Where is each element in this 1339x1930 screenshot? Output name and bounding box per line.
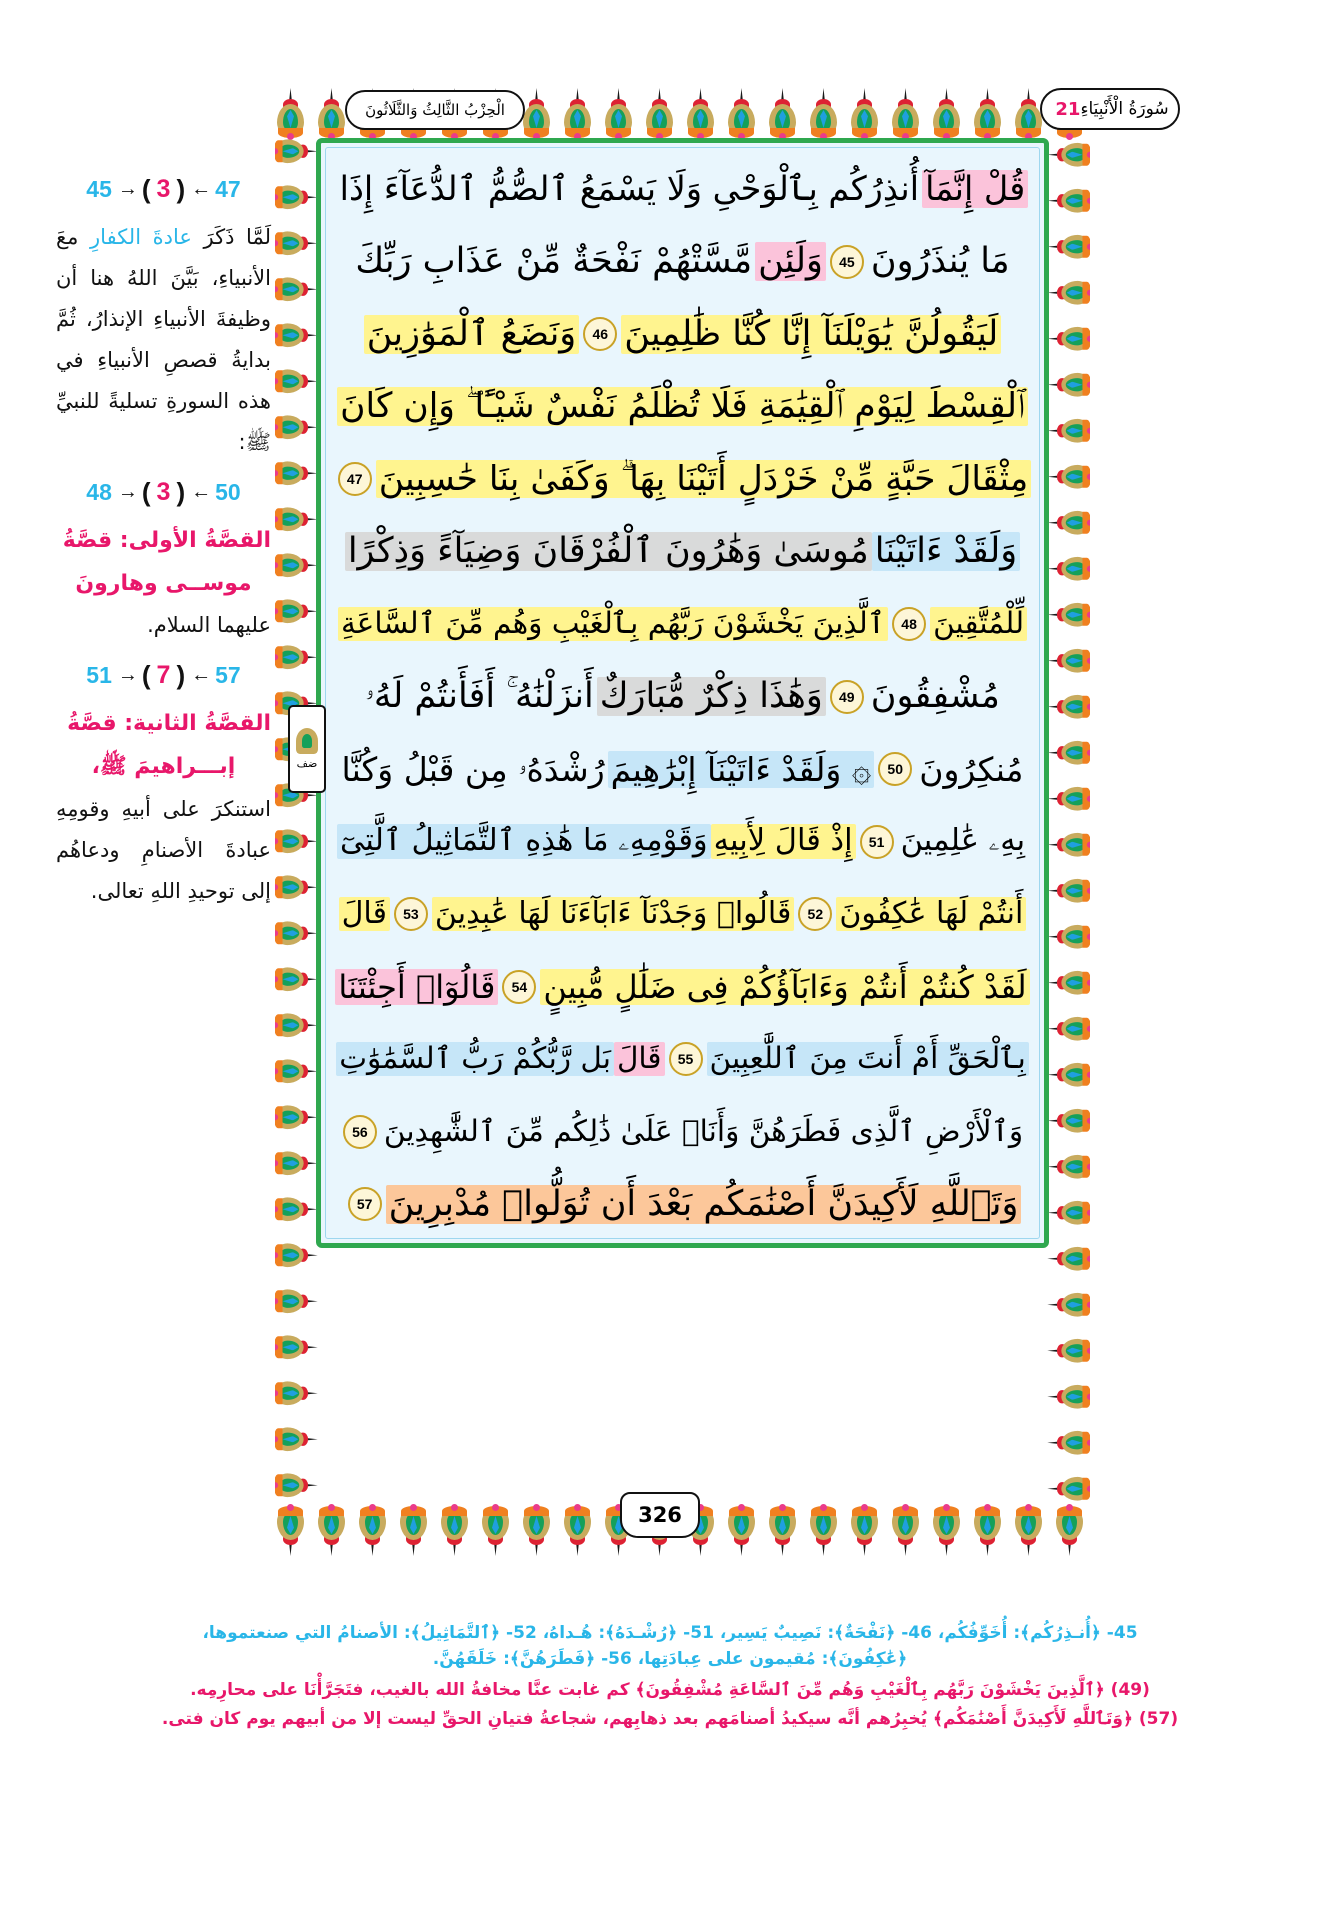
ornament-petal-icon (1047, 1237, 1087, 1277)
commentary-heading: القصَّةُ الأولى: قصَّةُ (62, 527, 271, 553)
quran-text-segment: مُنكِرُونَ (919, 749, 1024, 789)
quran-text-segment: وَنَضَعُ ٱلْمَوَٰزِينَ (364, 315, 580, 354)
quran-line (335, 733, 1030, 805)
ornament-petal-icon (598, 88, 639, 140)
quran-line (335, 951, 1030, 1023)
ornament-petal-icon (1047, 1191, 1087, 1231)
quran-text-segment: مَا يُنذَرُونَ (870, 241, 1010, 281)
footnotes-section (56, 1620, 1284, 1733)
page-number-cartouche (620, 1492, 700, 1538)
ornament-petal-icon (1047, 501, 1087, 541)
ornament-petal-icon (1047, 317, 1087, 357)
ornament-petal-icon (475, 1504, 516, 1556)
hizb-title-cartouche (345, 90, 525, 130)
range-end: 50 (215, 478, 241, 505)
quran-line (335, 1096, 1030, 1168)
quran-text-segment: مُوسَىٰ وَهَٰرُونَ ٱلْفُرْقَانَ وَضِيَآءً وَذِكْرًا (345, 532, 872, 571)
ornament-petal-icon (1047, 363, 1087, 403)
range-start: 48 (86, 478, 112, 505)
quran-text-segment: لِّلْمُتَّقِينَ (930, 607, 1027, 641)
range-end: 57 (215, 662, 241, 689)
quran-text-segment: أَنزَلْنَٰهُ ۚ أَفَأَنتُمْ لَهُۥ (365, 676, 594, 716)
ornament-petal-icon (311, 1504, 352, 1556)
footnote-note-line: (57) ﴿وَتَٱللَّهِ لَأَكِيدَنَّ أَصْنَٰمَكُم﴾ يُخبِرُهم أنَّه سيكيدُ أصنامَهم بعد ذهابِهم، شجاعةُ فتيانِ الحقِّ ليست إلا من أبيهم يوم كان فتى. (161, 1708, 1179, 1729)
quran-text-segment: وَٱلْأَرْضِ ٱلَّذِى فَطَرَهُنَّ وَأَنَا۠ عَلَىٰ ذَٰلِكُم مِّنَ ٱلشَّٰهِدِينَ (383, 1113, 1024, 1148)
quran-text-segment: رُشْدَهُۥ مِن قَبْلُ وَكُنَّا (341, 749, 605, 789)
ornament-petal-icon (1047, 1053, 1087, 1093)
commentary-subheading: إبـــراهيمَ ﷺ، (91, 754, 236, 780)
ornament-petal-icon (277, 271, 317, 311)
ornament-petal-icon (275, 1504, 311, 1556)
ruku-label: ضف (296, 757, 318, 770)
ornament-petal-icon (1047, 409, 1087, 449)
ornament-petal-icon (557, 88, 598, 140)
ornament-petal-icon (1047, 1145, 1087, 1185)
quran-text-segment: وَتَٱللَّهِ لَأَكِيدَنَّ أَصْنَٰمَكُم بَعْدَ أَن تُوَلُّوا۟ مُدْبِرِينَ (386, 1185, 1022, 1224)
ornament-petal-icon (277, 823, 317, 863)
ayah-number-marker: 56 (343, 1115, 377, 1149)
ornament-petal-icon (1047, 1099, 1087, 1139)
footnote-glossary-line: ﴿عَٰكِفُونَ﴾: مُقيمون على عِبادَتِها، 56- ﴿فَطَرَهُنَّ﴾: خَلَقَهُنَّ. (432, 1649, 908, 1670)
quran-text-segment: لَقَدْ كُنتُمْ أَنتُمْ وَءَابَآؤُكُمْ فِى ضَلَٰلٍ مُّبِينٍ (540, 969, 1029, 1005)
range-paren-open: ( (176, 476, 186, 507)
ayah-number-marker: 46 (583, 317, 617, 351)
ayah-number-marker: 48 (892, 607, 926, 641)
ornament-petal-icon (762, 1504, 803, 1556)
ayah-number-marker: 52 (798, 897, 832, 931)
range-paren-open: ( (176, 174, 186, 204)
ornament-petal-icon (277, 915, 317, 955)
arrow-right-icon: → (117, 178, 136, 200)
ornament-petal-icon (516, 1504, 557, 1556)
quran-text-segment: أُنذِرُكُم بِٱلْوَحْىِ وَلَا يَسْمَعُ ٱلصُّمُّ ٱلدُّعَآءَ إِذَا (339, 169, 920, 209)
ornament-petal-icon (277, 1191, 317, 1231)
quran-text-panel (316, 138, 1049, 1248)
ornament-petal-icon (1047, 731, 1087, 771)
ornament-petal-icon (277, 133, 317, 173)
ayah-range-indicator (56, 660, 271, 691)
ornament-petal-icon (277, 639, 317, 679)
quran-text-segment: إِذْ قَالَ لِأَبِيهِ (711, 824, 856, 859)
quran-text-segment: مُشْفِقُونَ (870, 676, 1000, 716)
commentary-subheading: موســى وهارونَ (75, 570, 252, 596)
ornament-petal-icon (277, 1329, 317, 1369)
ornament-petal-icon (1047, 869, 1087, 909)
quran-line (335, 516, 1030, 588)
quran-text-segment: وَلَقَدْ ءَاتَيْنَا (872, 532, 1020, 571)
quran-line (335, 806, 1030, 878)
ornament-petal-icon (721, 1504, 762, 1556)
ayah-number-marker: 45 (830, 245, 864, 279)
ornament-petal-icon (1047, 823, 1087, 863)
ornament-petal-icon (434, 1504, 475, 1556)
ayah-number-marker: 50 (878, 752, 912, 786)
ornament-petal-icon (1047, 1283, 1087, 1323)
range-end: 47 (215, 176, 241, 202)
ornament-petal-icon (1047, 225, 1087, 265)
range-paren-close: ) (141, 476, 151, 507)
ornament-petal-icon (277, 1145, 317, 1185)
ornament-petal-icon (1047, 1375, 1087, 1415)
ornament-petal-icon (1047, 179, 1087, 219)
footnote-note-line: (49) ﴿ٱلَّذِينَ يَخْشَوْنَ رَبَّهُم بِٱلْغَيْبِ وَهُم مِّنَ ٱلسَّاعَةِ مُشْفِقُونَ﴾ كم غابت عنَّا مخافةُ الله بالغيب، فتَجَرَّأْنَا على محارِمِه. (190, 1679, 1150, 1700)
ornament-petal-icon (926, 1504, 967, 1556)
page-number: 326 (638, 1503, 682, 1527)
footnote-glossary-line: 45- ﴿أُنـذِرُكُم﴾: أُخَوِّفُكُم، 46- ﴿نَفْحَةٌ﴾: نَصِيبٌ يَسِير، 51- ﴿رُشْـدَهُ﴾: هُـداهُ، 52- ﴿ٱلتَّمَاثِيلُ﴾: الأصنامُ التي صنعتموها، (202, 1623, 1138, 1643)
ornament-petal-icon (680, 88, 721, 140)
quran-text-segment: قَالُوٓا۟ أَجِئْتَنَا (335, 969, 498, 1005)
ornament-petal-icon (967, 1504, 1008, 1556)
ruku-dome-icon (296, 728, 318, 754)
ornament-petal-icon (1008, 1504, 1049, 1556)
quran-text-segment: قَالُوا۟ وَجَدْنَآ ءَابَآءَنَا لَهَا عَٰبِدِينَ (432, 897, 794, 931)
ornament-petal-icon (277, 225, 317, 265)
quran-line (335, 661, 1030, 733)
ornament-petal-icon (277, 455, 317, 495)
ornament-petal-icon (277, 1053, 317, 1093)
ornament-petal-icon (557, 1504, 598, 1556)
ornament-petal-icon (1047, 1421, 1087, 1461)
quran-text-segment: بِٱلْحَقِّ أَمْ أَنتَ مِنَ ٱللَّٰعِبِينَ (707, 1042, 1029, 1076)
ornament-petal-icon (277, 1007, 317, 1047)
ornament-petal-icon (1047, 271, 1087, 311)
ornament-petal-icon (885, 1504, 926, 1556)
ornament-petal-icon (762, 88, 803, 140)
quran-line (335, 588, 1030, 660)
quran-line (335, 153, 1030, 225)
arrow-right-icon: → (117, 480, 136, 503)
range-count: 3 (156, 175, 171, 203)
ornament-petal-icon (967, 88, 1008, 140)
ornament-petal-icon (277, 409, 317, 449)
commentary-run: استنكرَ على أبيهِ وقومِهِ عبادةَ الأصنامِ ودعاهُم إلى توحيدِ اللهِ تعالى. (56, 797, 271, 903)
arrow-left-icon: ← (191, 178, 210, 200)
arrow-left-icon: ← (191, 480, 210, 503)
commentary-heading: القصَّةُ الثانية: قصَّةُ (67, 711, 271, 737)
ornament-petal-icon (352, 1504, 393, 1556)
ayah-range-indicator (56, 477, 271, 508)
ornament-petal-icon (1047, 455, 1087, 495)
ayah-number-marker: 53 (394, 897, 428, 931)
quran-text-segment: بَل رَّبُّكُمْ رَبُّ ٱلسَّمَٰوَٰتِ (336, 1042, 614, 1076)
ornament-petal-icon (1049, 1504, 1090, 1556)
ornament-petal-icon (277, 1283, 317, 1323)
range-paren-close: ) (141, 660, 151, 691)
ornament-petal-icon (926, 88, 967, 140)
quran-text-segment: وَهَٰذَا ذِكْرٌ مُّبَارَكٌ (597, 677, 826, 716)
commentary-run: عادةَ الكفارِ (90, 225, 192, 249)
ornament-petal-icon (277, 501, 317, 541)
quran-text-segment: لَيَقُولُنَّ يَٰوَيْلَنَآ إِنَّا كُنَّا ظَٰلِمِينَ (621, 315, 1001, 354)
ornament-petal-icon (639, 88, 680, 140)
ornament-petal-icon (1047, 1007, 1087, 1047)
quran-text-segment: قُلْ إِنَّمَآ (922, 170, 1028, 208)
commentary-run: لَمَّا ذَكَرَ (191, 225, 271, 249)
ornament-petal-icon (721, 88, 762, 140)
ornament-petal-icon (1047, 1467, 1087, 1507)
ornament-border-right (1045, 130, 1090, 1510)
surah-title-cartouche (1040, 88, 1180, 130)
ornament-petal-icon (803, 1504, 844, 1556)
ornament-petal-icon (1047, 961, 1087, 1001)
ornament-petal-icon (1047, 593, 1087, 633)
ornament-petal-icon (277, 547, 317, 587)
ornament-petal-icon (1047, 1329, 1087, 1369)
commentary-run: عليهما السلام. (147, 613, 271, 638)
range-paren-open: ( (176, 660, 186, 691)
quran-line (335, 371, 1030, 443)
ornament-petal-icon (277, 1375, 317, 1415)
arrow-left-icon: ← (191, 664, 210, 687)
hizb-title: الْحِزْبُ الثَّالِثُ وَالثَّلَاثُونَ (365, 101, 505, 119)
ornament-petal-icon (1047, 639, 1087, 679)
commentary-run: معَ الأنبياءِ، بَيَّنَ اللهُ هنا أن وظيفةَ الأنبياءِ الإنذارُ، ثُمَّ بدايةُ قصصِ الأنبياءِ في هذه السورةِ تسليةً للنبيِّ ﷺ: (56, 225, 271, 454)
ornament-petal-icon (885, 88, 926, 140)
quran-text-segment: وَقَوْمِهِۦ مَا هَٰذِهِ ٱلتَّمَاثِيلُ ٱلَّتِىٓ (337, 824, 711, 859)
quran-line (335, 878, 1030, 950)
quran-text-segment: بِهِۦ عَٰلِمِينَ (900, 823, 1026, 859)
ornament-petal-icon (277, 869, 317, 909)
quran-line (335, 298, 1030, 370)
ornament-petal-icon (277, 363, 317, 403)
quran-text-segment: أَنتُمْ لَهَا عَٰكِفُونَ (836, 897, 1026, 931)
ayah-range-indicator (56, 174, 271, 205)
ornament-petal-icon (844, 88, 885, 140)
ruku-marker (288, 705, 326, 793)
ornament-petal-icon (277, 1467, 317, 1507)
range-count: 7 (156, 661, 171, 690)
surah-title: سُورَةُ الْأَنْبِيَاءِ (1080, 99, 1169, 119)
ayah-number-marker: 55 (669, 1042, 703, 1076)
ornament-petal-icon (1047, 777, 1087, 817)
quran-text-segment: ۞ وَلَقَدْ ءَاتَيْنَآ إِبْرَٰهِيمَ (608, 751, 875, 788)
quran-text-segment: مِثْقَالَ حَبَّةٍ مِّنْ خَرْدَلٍ أَتَيْنَا بِهَا ۗ وَكَفَىٰ بِنَا حَٰسِبِينَ (376, 460, 1032, 499)
quran-text-segment: ٱلْقِسْطَ لِيَوْمِ ٱلْقِيَٰمَةِ فَلَا تُظْلَمُ نَفْسٌ شَيْـًٔا ۖ وَإِن كَانَ (337, 387, 1028, 426)
quran-text-segment: قَالَ (339, 897, 390, 931)
commentary-paragraph (56, 217, 271, 463)
ornament-petal-icon (1047, 133, 1087, 173)
ornament-petal-icon (277, 179, 317, 219)
ornament-petal-icon (277, 1237, 317, 1277)
ornament-petal-icon (277, 593, 317, 633)
commentary-sidebar (56, 160, 271, 912)
quran-line (335, 1168, 1030, 1240)
quran-text-segment: مَّسَّتْهُمْ نَفْحَةٌ مِّنْ عَذَابِ رَبِّكَ (355, 241, 753, 281)
quran-text-segment: وَلَئِن (755, 242, 826, 281)
ornament-petal-icon (844, 1504, 885, 1556)
ayah-number-marker: 49 (830, 680, 864, 714)
ornament-petal-icon (393, 1504, 434, 1556)
range-count: 3 (156, 477, 171, 506)
ornament-petal-icon (803, 88, 844, 140)
ayah-number-marker: 51 (860, 825, 894, 859)
commentary-paragraph (56, 789, 271, 912)
quran-text-segment: قَالَ (614, 1042, 665, 1076)
quran-line (335, 226, 1030, 298)
quran-line (335, 1023, 1030, 1095)
range-start: 51 (86, 662, 112, 689)
ornament-petal-icon (277, 961, 317, 1001)
arrow-right-icon: → (117, 664, 136, 687)
ornament-border-left (275, 130, 320, 1510)
commentary-paragraph (56, 605, 271, 646)
ornament-petal-icon (277, 1099, 317, 1139)
surah-number: 21 (1055, 98, 1081, 120)
ayah-number-marker: 54 (502, 970, 536, 1004)
ayah-number-marker: 57 (348, 1187, 382, 1221)
quran-line (335, 443, 1030, 515)
quran-text-segment: ٱلَّذِينَ يَخْشَوْنَ رَبَّهُم بِٱلْغَيْبِ وَهُم مِّنَ ٱلسَّاعَةِ (338, 607, 888, 641)
ornament-petal-icon (277, 317, 317, 357)
ornament-petal-icon (1047, 685, 1087, 725)
ornament-petal-icon (277, 1421, 317, 1461)
ornament-petal-icon (1047, 915, 1087, 955)
range-start: 45 (86, 176, 112, 202)
ayah-number-marker: 47 (338, 462, 372, 496)
range-paren-close: ) (141, 174, 151, 204)
ornament-petal-icon (1047, 547, 1087, 587)
